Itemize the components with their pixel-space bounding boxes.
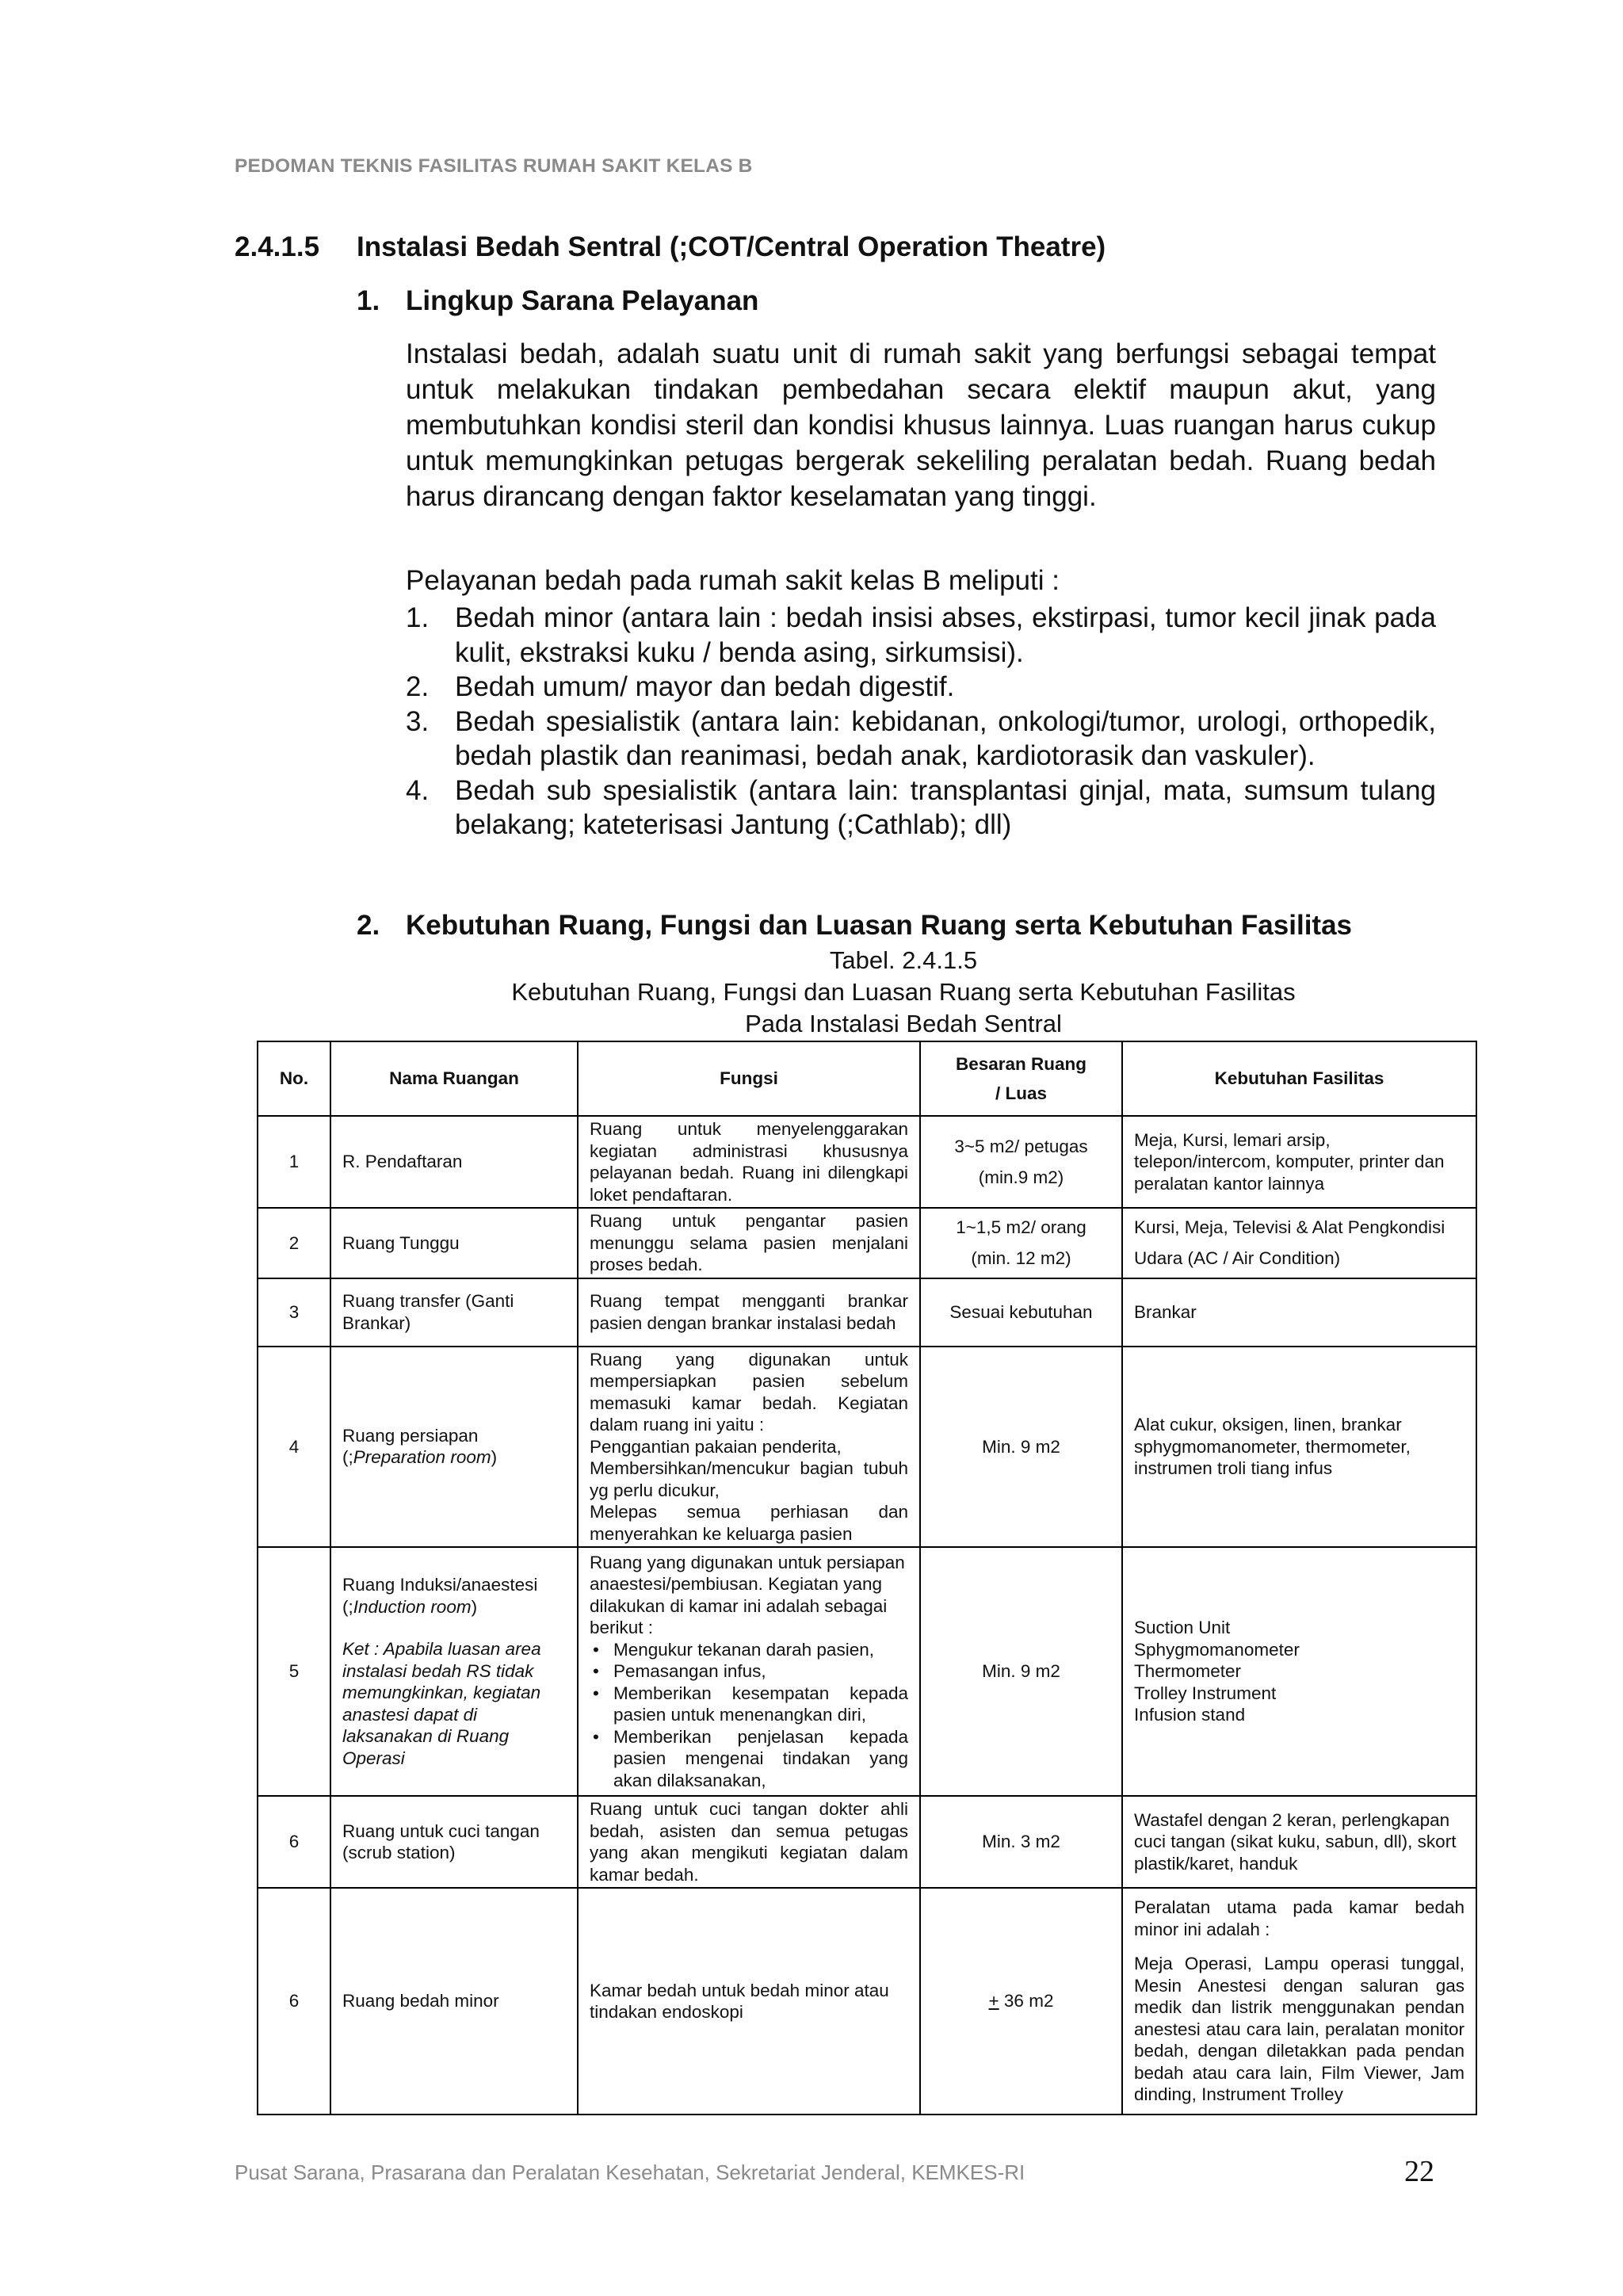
fungsi-bullet-list: [590, 1639, 908, 1792]
cell-besaran: Min. 3 m2: [920, 1796, 1122, 1888]
list-number: 1.: [406, 602, 430, 633]
page-footer: Pusat Sarana, Prasarana dan Peralatan Kesehatan, Sekretariat Jenderal, KEMKES-RI: [235, 2160, 1025, 2184]
cell-no: 2: [258, 1208, 330, 1278]
intro-paragraph: Instalasi bedah, adalah suatu unit di rumah sakit yang berfungsi sebagai tempat untuk melakukan tindakan pembedahan secara elektif maupun akut, yang membutuhkan kondisi steril dan kondisi khusus lainnya. Luas ruangan harus cukup untuk memungkinkan petugas bergerak sekeliling peralatan bedah. Ruang bedah harus dirancang dengan faktor keselamatan yang tinggi.: [406, 338, 1436, 512]
nama-text: ): [491, 1447, 498, 1468]
list-item: [406, 774, 1436, 842]
list-item: [406, 601, 1436, 670]
list-text: Bedah minor (antara lain : bedah insisi abses, ekstirpasi, tumor kecil jinak pada kulit, ekstraksi kuku / benda asing, sirkumsisi).: [455, 602, 1436, 668]
section-title: Instalasi Bedah Sentral (;COT/Central Operation Theatre): [357, 231, 1106, 262]
cell-fasilitas: Meja, Kursi, lemari arsip, telepon/intercom, komputer, printer dan peralatan kantor lainnya: [1122, 1116, 1476, 1208]
besaran-line: 3~5 m2/ petugas: [954, 1136, 1088, 1156]
cell-nama: Ruang Tunggu: [330, 1208, 578, 1278]
nama-english: Preparation room: [353, 1447, 491, 1468]
cell-besaran: Min. 9 m2: [920, 1547, 1122, 1796]
fasilitas-line: Udara (AC / Air Condition): [1134, 1248, 1341, 1269]
bullet-item: • Memberikan kesempatan kepada pasien untuk menenangkan diri,: [613, 1683, 908, 1726]
cell-fasilitas: [1122, 1547, 1476, 1796]
list-item: [406, 705, 1436, 774]
bullet-item: • Pemasangan infus,: [613, 1660, 908, 1683]
table-row: [258, 1116, 1476, 1208]
fasilitas-intro: Peralatan utama pada kamar bedah minor ini adalah :: [1134, 1897, 1465, 1939]
plus-minus-sign: +: [988, 1991, 999, 2011]
fungsi-line: Penggantian pakaian penderita,: [590, 1436, 842, 1457]
nama-english: Induction room: [353, 1596, 472, 1617]
cell-no: 5: [258, 1547, 330, 1796]
nama-text: ): [471, 1596, 478, 1617]
cell-nama: [330, 1547, 578, 1796]
table-header-row: [258, 1041, 1476, 1116]
fasilitas-line: Suction Unit: [1134, 1618, 1231, 1638]
besaran-line: 1~1,5 m2/ orang: [956, 1217, 1086, 1237]
services-list: [406, 601, 1436, 842]
fasilitas-line: Kursi, Meja, Televisi & Alat Pengkondisi: [1134, 1217, 1445, 1237]
fasilitas-line: Infusion stand: [1134, 1705, 1246, 1725]
list-text: Bedah sub spesialistik (antara lain: transplantasi ginjal, mata, sumsum tulang belakang; kateterisasi Jantung (;Cathlab); dll): [455, 774, 1436, 840]
cell-besaran: Sesuai kebutuhan: [920, 1278, 1122, 1347]
fungsi-line: Ruang yang digunakan untuk mempersiapkan pasien sebelum memasuki kamar bedah. Kegiatan dalam ruang ini yaitu :: [590, 1349, 908, 1435]
cell-fasilitas: [1122, 1888, 1476, 2115]
subsection-title: Lingkup Sarana Pelayanan: [406, 285, 759, 316]
table-row: [258, 1347, 1476, 1548]
bullet-item: • Mengukur tekanan darah pasien,: [613, 1639, 908, 1661]
subsection-heading-2: [357, 910, 1352, 942]
subsection-title: Kebutuhan Ruang, Fungsi dan Luasan Ruang serta Kebutuhan Fasilitas: [406, 910, 1352, 941]
table-caption-title: Kebutuhan Ruang, Fungsi dan Luasan Ruang serta Kebutuhan Fasilitas: [511, 978, 1296, 1006]
list-text: Bedah umum/ mayor dan bedah digestif.: [455, 671, 955, 702]
nama-text: (;: [342, 1447, 353, 1468]
section-number: 2.4.1.5: [235, 231, 320, 262]
table-row: [258, 1208, 1476, 1278]
cell-fasilitas: Wastafel dengan 2 keran, perlengkapan cuci tangan (sikat kuku, sabun, dll), skort plastik/karet, handuk: [1122, 1796, 1476, 1888]
cell-fasilitas: Brankar: [1122, 1278, 1476, 1347]
cell-fungsi: Ruang untuk menyelenggarakan kegiatan administrasi khususnya pelayanan bedah. Ruang ini dilengkapi loket pendaftaran.: [578, 1116, 920, 1208]
list-item: [406, 670, 1436, 705]
cell-nama: Ruang bedah minor: [330, 1888, 578, 2115]
page-number: 22: [1404, 2155, 1434, 2188]
nama-text: (;: [342, 1596, 353, 1617]
besaran-line: (min. 12 m2): [971, 1248, 1071, 1269]
table-row: [258, 1278, 1476, 1347]
list-text: Bedah spesialistik (antara lain: kebidanan, onkologi/tumor, urologi, orthopedik, bedah plastik dan reanimasi, bedah anak, kardiotorasik dan vaskuler).: [455, 705, 1436, 771]
cell-fungsi: Ruang untuk pengantar pasien menunggu selama pasien menjalani proses bedah.: [578, 1208, 920, 1278]
subsection-number: 1.: [357, 285, 380, 316]
nama-line: [342, 1596, 566, 1618]
header-besaran: [920, 1041, 1122, 1116]
fasilitas-line: Sphygmomanometer: [1134, 1639, 1300, 1660]
header-besaran-line1: Besaran Ruang: [955, 1053, 1087, 1074]
table-row: [258, 1796, 1476, 1888]
table-row: [258, 1888, 1476, 2115]
list-number: 2.: [406, 671, 430, 702]
header-nama-ruangan: Nama Ruangan: [330, 1041, 578, 1116]
cell-no: 1: [258, 1116, 330, 1208]
list-number: 3.: [406, 705, 430, 737]
cell-fasilitas: Alat cukur, oksigen, linen, brankar sphygmomanometer, thermometer, instrumen troli tiang infus: [1122, 1347, 1476, 1548]
cell-besaran: [920, 1888, 1122, 2115]
cell-nama: [330, 1347, 578, 1548]
table-caption-number: Tabel. 2.4.1.5: [829, 946, 978, 974]
fungsi-line: Membersihkan/mencukur bagian tubuh yg perlu dicukur,: [590, 1458, 908, 1500]
cell-besaran: [920, 1116, 1122, 1208]
header-besaran-line2: / Luas: [995, 1083, 1048, 1103]
cell-fungsi: [578, 1547, 920, 1796]
fasilitas-detail: Meja Operasi, Lampu operasi tunggal, Mesin Anestesi dengan saluran gas medik dan listrik menggunakan pendan anestesi atau cara lain, peralatan monitor bedah, dengan diletakkan pada pendan bedah atau cara lain, Film Viewer, Jam dinding, Instrument Trolley: [1134, 1954, 1465, 2105]
besaran-line: (min.9 m2): [978, 1167, 1064, 1187]
bullet-item: • Memberikan penjelasan kepada pasien mengenai tindakan yang akan dilaksanakan,: [613, 1726, 908, 1792]
subsection-heading-1: [357, 285, 758, 317]
cell-besaran: Min. 9 m2: [920, 1347, 1122, 1548]
cell-fungsi: [578, 1347, 920, 1548]
nama-line: [342, 1446, 566, 1469]
nama-line: Ruang persiapan: [342, 1425, 479, 1446]
cell-no: 4: [258, 1347, 330, 1548]
table-caption-subtitle: Pada Instalasi Bedah Sentral: [745, 1010, 1062, 1037]
cell-fungsi: Kamar bedah untuk bedah minor atau tindakan endoskopi: [578, 1888, 920, 2115]
fungsi-line: Melepas semua perhiasan dan menyerahkan ke keluarga pasien: [590, 1502, 908, 1544]
besaran-value: 36 m2: [999, 1991, 1054, 2011]
header-kebutuhan-fasilitas: Kebutuhan Fasilitas: [1122, 1041, 1476, 1116]
services-intro: Pelayanan bedah pada rumah sakit kelas B meliputi :: [406, 565, 1060, 596]
fasilitas-line: Trolley Instrument: [1134, 1683, 1277, 1703]
cell-no: 6: [258, 1796, 330, 1888]
header-no: No.: [258, 1041, 330, 1116]
header-fungsi: Fungsi: [578, 1041, 920, 1116]
section-heading: [235, 231, 1106, 263]
cell-besaran: [920, 1208, 1122, 1278]
cell-nama: R. Pendaftaran: [330, 1116, 578, 1208]
cell-fungsi: Ruang untuk cuci tangan dokter ahli bedah, asisten dan semua petugas yang akan mengikuti kegiatan dalam kamar bedah.: [578, 1796, 920, 1888]
fungsi-intro: Ruang yang digunakan untuk persiapan anaestesi/pembiusan. Kegiatan yang dilakukan di kamar ini adalah sebagai berikut :: [590, 1552, 905, 1638]
keterangan-note: Ket : Apabila luasan area instalasi bedah RS tidak memungkinkan, kegiatan anastesi dapat di laksanakan di Ruang Operasi: [342, 1639, 541, 1768]
cell-fasilitas: [1122, 1208, 1476, 1278]
cell-fungsi: Ruang tempat mengganti brankar pasien dengan brankar instalasi bedah: [578, 1278, 920, 1347]
list-number: 4.: [406, 774, 430, 806]
cell-no: 3: [258, 1278, 330, 1347]
facility-table: [257, 1041, 1477, 2115]
subsection-number: 2.: [357, 910, 380, 941]
cell-nama: Ruang untuk cuci tangan (scrub station): [330, 1796, 578, 1888]
cell-nama: Ruang transfer (Ganti Brankar): [330, 1278, 578, 1347]
running-header: PEDOMAN TEKNIS FASILITAS RUMAH SAKIT KELAS B: [235, 155, 753, 177]
fasilitas-line: Thermometer: [1134, 1661, 1242, 1682]
table-row: [258, 1547, 1476, 1796]
nama-line: Ruang Induksi/anaestesi: [342, 1575, 538, 1595]
cell-no: 6: [258, 1888, 330, 2115]
